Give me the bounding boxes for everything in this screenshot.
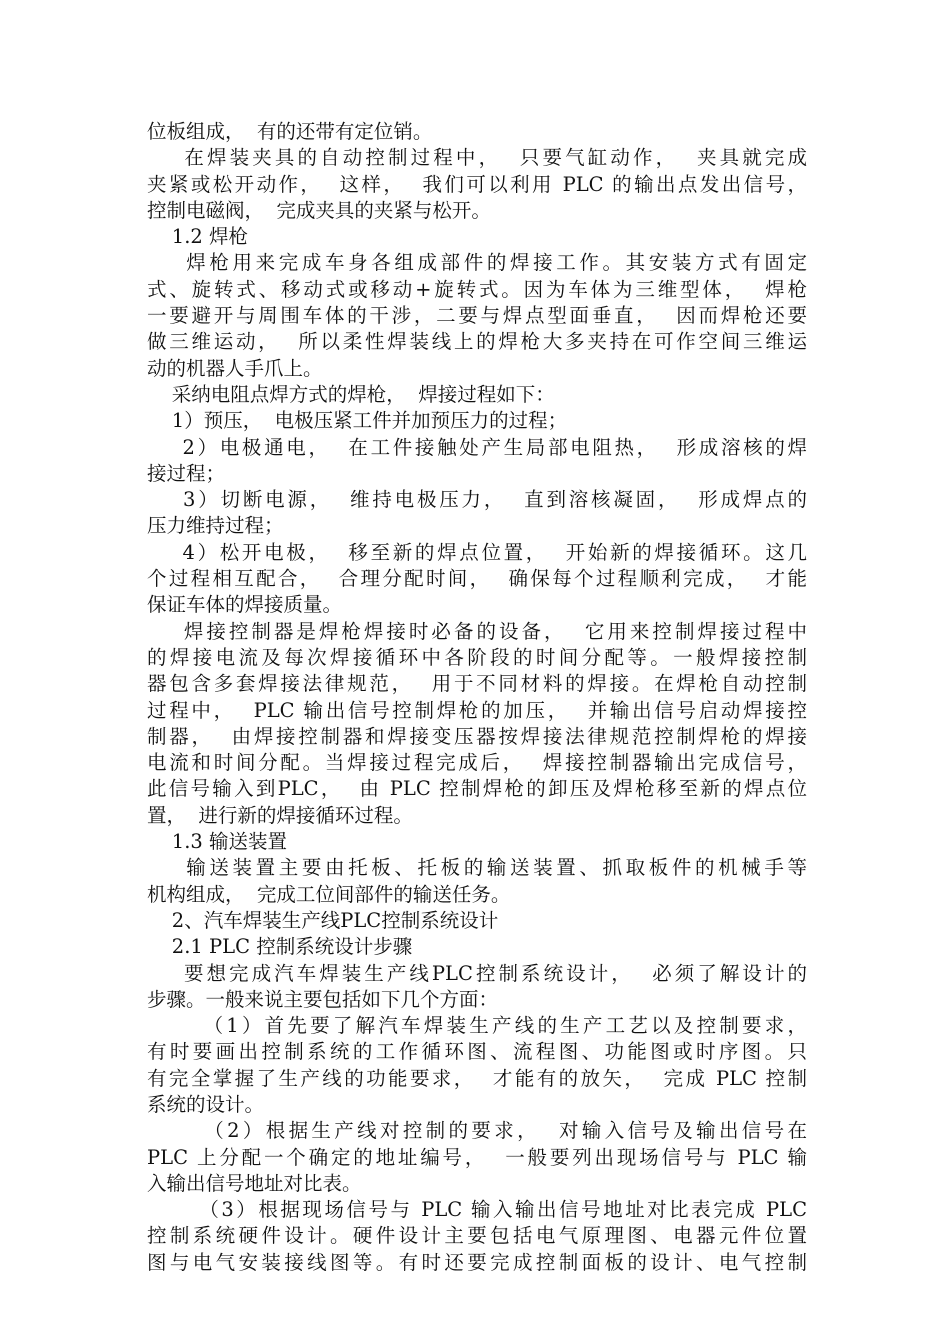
text-line: 焊枪用来完成车身各组成部件的焊接工作。其安装方式有固定 bbox=[147, 251, 807, 275]
text-line: 夹紧或松开动作， 这样， 我们可以利用 PLC 的输出点发出信号， bbox=[147, 172, 807, 196]
body-text bbox=[147, 119, 807, 1276]
text-line: 1）预压， 电极压紧工件并加预压力的过程； bbox=[147, 409, 568, 433]
text-line: 置， 进行新的焊接循环过程。 bbox=[147, 803, 413, 827]
text-line: 要想完成汽车焊装生产线PLC控制系统设计， 必须了解设计的 bbox=[147, 961, 807, 985]
text-line: 有时要画出控制系统的工作循环图、流程图、功能图或时序图。只 bbox=[147, 1040, 807, 1064]
text-line: 做三维运动， 所以柔性焊装线上的焊枪大多夹持在可作空间三维运 bbox=[147, 330, 807, 354]
text-line: 动的机器人手爪上。 bbox=[147, 356, 323, 380]
text-line: 个过程相互配合， 合理分配时间， 确保每个过程顺利完成， 才能 bbox=[147, 567, 807, 591]
text-line: PLC 上分配一个确定的地址编号， 一般要列出现场信号与 PLC 输 bbox=[147, 1145, 807, 1169]
text-line: 图与电气安装接线图等。有时还要完成控制面板的设计、电气控制 bbox=[147, 1250, 807, 1274]
text-line: 3）切断电源， 维持电极压力， 直到溶核凝固， 形成焊点的 bbox=[147, 488, 807, 512]
text-line: 保证车体的焊接质量。 bbox=[147, 593, 343, 617]
text-line: 有完全掌握了生产线的功能要求， 才能有的放矢， 完成 PLC 控制 bbox=[147, 1066, 807, 1090]
text-line: 的焊接电流及每次焊接循环中各阶段的时间分配等。一般焊接控制 bbox=[147, 645, 807, 669]
text-line: 步骤。一般来说主要包括如下几个方面： bbox=[147, 987, 499, 1011]
text-line: 系统的设计。 bbox=[147, 1092, 265, 1116]
section-heading: 1.3 输送装置 bbox=[147, 830, 288, 854]
text-line: 一要避开与周围车体的干涉，二要与焊点型面垂直， 因而焊枪还要 bbox=[147, 304, 807, 328]
text-line: 式、旋转式、移动式或移动+旋转式。因为车体为三维型体， 焊枪 bbox=[147, 277, 807, 301]
text-line: 控制电磁阀， 完成夹具的夹紧与松开。 bbox=[147, 198, 491, 222]
text-line: 4）松开电极， 移至新的焊点位置， 开始新的焊接循环。这几 bbox=[147, 540, 807, 564]
text-line: 电流和时间分配。当焊接过程完成后， 焊接控制器输出完成信号， bbox=[147, 751, 807, 775]
text-line: 在焊装夹具的自动控制过程中， 只要气缸动作， 夹具就完成 bbox=[147, 146, 807, 170]
text-line: （3）根据现场信号与 PLC 输入输出信号地址对比表完成 PLC bbox=[147, 1198, 807, 1222]
text-line: （1）首先要了解汽车焊装生产线的生产工艺以及控制要求， bbox=[147, 1014, 807, 1038]
text-line: 入输出信号地址对比表。 bbox=[147, 1171, 362, 1195]
text-line: （2）根据生产线对控制的要求， 对输入信号及输出信号在 bbox=[147, 1119, 807, 1143]
section-heading: 2、汽车焊装生产线PLC控制系统设计 bbox=[147, 908, 499, 932]
text-line: 输送装置主要由托板、托板的输送装置、抓取板件的机械手等 bbox=[147, 856, 807, 880]
text-line: 器包含多套焊接法律规范， 用于不同材料的焊接。在焊枪自动控制 bbox=[147, 672, 807, 696]
text-line: 采纳电阻点焊方式的焊枪， 焊接过程如下： bbox=[147, 382, 555, 406]
text-line: 位板组成， 有的还带有定位销。 bbox=[147, 120, 433, 143]
section-heading: 2.1 PLC 控制系统设计步骤 bbox=[147, 935, 413, 959]
text-line: 压力维持过程； bbox=[147, 514, 284, 538]
text-line: 接过程； bbox=[147, 461, 226, 485]
section-heading: 1.2 焊枪 bbox=[147, 225, 249, 249]
text-line: 控制系统硬件设计。硬件设计主要包括电气原理图、电器元件位置 bbox=[147, 1224, 807, 1248]
text-line: 2）电极通电， 在工件接触处产生局部电阻热， 形成溶核的焊 bbox=[147, 435, 807, 459]
text-line: 机构组成， 完成工位间部件的输送任务。 bbox=[147, 882, 511, 906]
text-line: 焊接控制器是焊枪焊接时必备的设备， 它用来控制焊接过程中 bbox=[147, 619, 807, 643]
text-line: 过程中， PLC 输出信号控制焊枪的加压， 并输出信号启动焊接控 bbox=[147, 698, 807, 722]
text-line: 此信号输入到PLC， 由 PLC 控制焊枪的卸压及焊枪移至新的焊点位 bbox=[147, 777, 807, 801]
text-line: 制器， 由焊接控制器和焊接变压器按焊接法律规范控制焊枪的焊接 bbox=[147, 724, 807, 748]
